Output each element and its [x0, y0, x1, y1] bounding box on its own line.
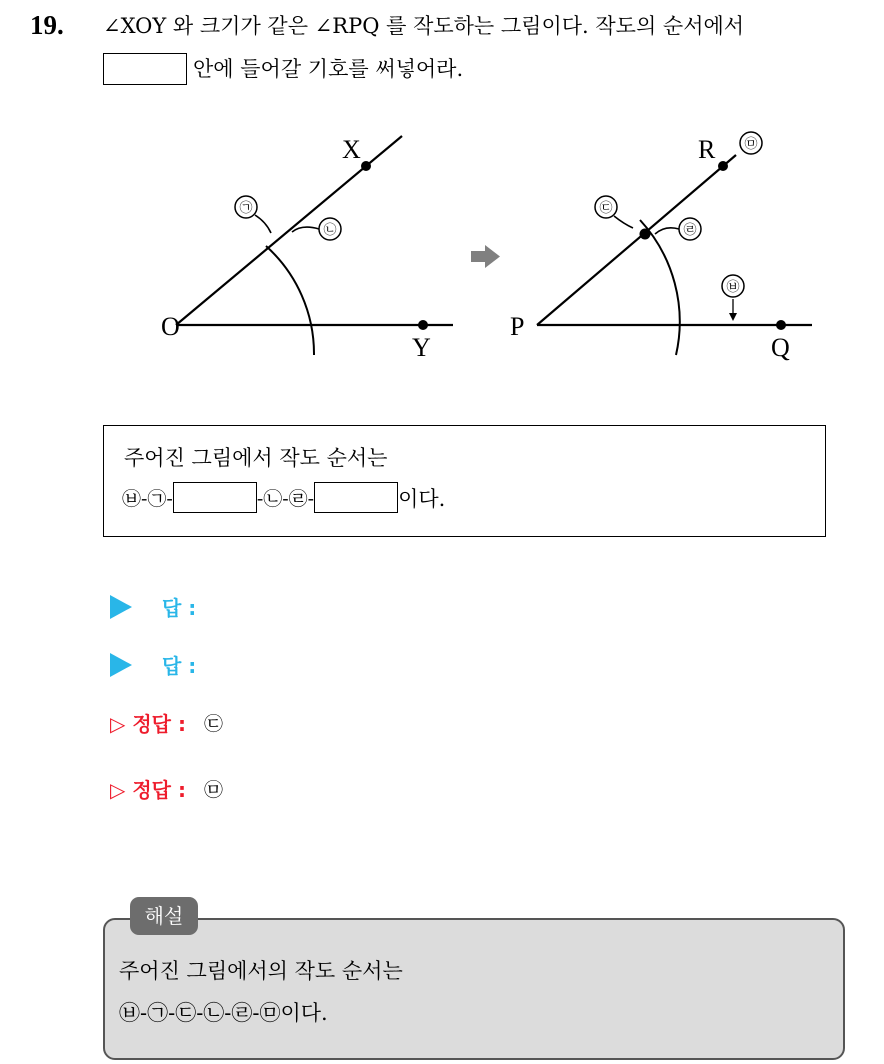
- label-x: X: [342, 135, 361, 164]
- answer-label-2: 답 :: [162, 654, 197, 678]
- answer-bullet-icon: [110, 595, 132, 619]
- label-y: Y: [412, 333, 431, 362]
- marker-e: ㉤: [744, 137, 758, 152]
- correct-label-1: ▷ 정답 :: [110, 712, 186, 736]
- order-blank-2[interactable]: [314, 482, 398, 513]
- marker-b: ㉡: [323, 223, 337, 238]
- construction-diagram: [0, 0, 884, 420]
- answer-row-2: [110, 650, 214, 679]
- answer-label-1: 답 :: [162, 596, 197, 620]
- answer-row-1: [110, 592, 214, 621]
- correct-label-2: ▷ 정답 :: [110, 778, 186, 802]
- correct-row-2: [110, 774, 223, 803]
- pointer-f-head: [729, 313, 737, 321]
- order-sequence: [122, 482, 445, 513]
- point-y: [418, 320, 428, 330]
- order-seq-end: 이다.: [398, 486, 446, 511]
- label-r: R: [698, 135, 716, 164]
- point-x: [361, 161, 371, 171]
- marker-f: ㉥: [726, 280, 740, 295]
- solution-line1: 주어진 그림에서의 작도 순서는: [119, 959, 403, 983]
- arrow-icon: [471, 245, 500, 268]
- solution-line2: ㉥-㉠-㉢-㉡-㉣-㉤이다.: [119, 1001, 328, 1025]
- correct-value-2: ㉤: [203, 779, 223, 801]
- order-blank-1[interactable]: [173, 482, 257, 513]
- left-figure: [161, 135, 453, 362]
- correct-value-1: ㉢: [203, 713, 223, 735]
- construction-order-box: [103, 425, 826, 537]
- arc-left: [266, 246, 314, 355]
- point-r: [718, 161, 728, 171]
- right-figure: [510, 132, 812, 362]
- marker-a: ㉠: [239, 201, 253, 216]
- solution-box: [103, 918, 845, 1060]
- order-intro: 주어진 그림에서 작도 순서는: [124, 446, 388, 470]
- order-seq-part1: ㉥-㉠-: [122, 488, 173, 510]
- marker-c: ㉢: [599, 201, 613, 216]
- leader-b: [292, 227, 319, 232]
- leader-a: [255, 215, 271, 233]
- arc-right: [640, 220, 680, 355]
- point-q: [776, 320, 786, 330]
- label-o: O: [161, 312, 180, 341]
- order-seq-part2: -㉡-㉣-: [256, 488, 315, 510]
- answer-bullet-icon: [110, 653, 132, 677]
- point-intersection: [640, 229, 651, 240]
- ray-pr: [537, 155, 736, 325]
- question-text-line1: ∠XOY 와 크기가 같은 ∠RPQ 를 작도하는 그림이다. 작도의 순서에서: [103, 14, 745, 38]
- question-text-line2-rest: 안에 들어갈 기호를 써넣어라.: [193, 57, 464, 81]
- leader-c: [614, 216, 633, 228]
- label-q: Q: [771, 333, 790, 362]
- correct-row-1: [110, 708, 223, 737]
- label-p: P: [510, 312, 525, 341]
- solution-tag: 해설: [130, 897, 198, 935]
- leader-d: [655, 228, 679, 234]
- marker-d: ㉣: [683, 223, 697, 238]
- question-number: 19.: [30, 10, 64, 40]
